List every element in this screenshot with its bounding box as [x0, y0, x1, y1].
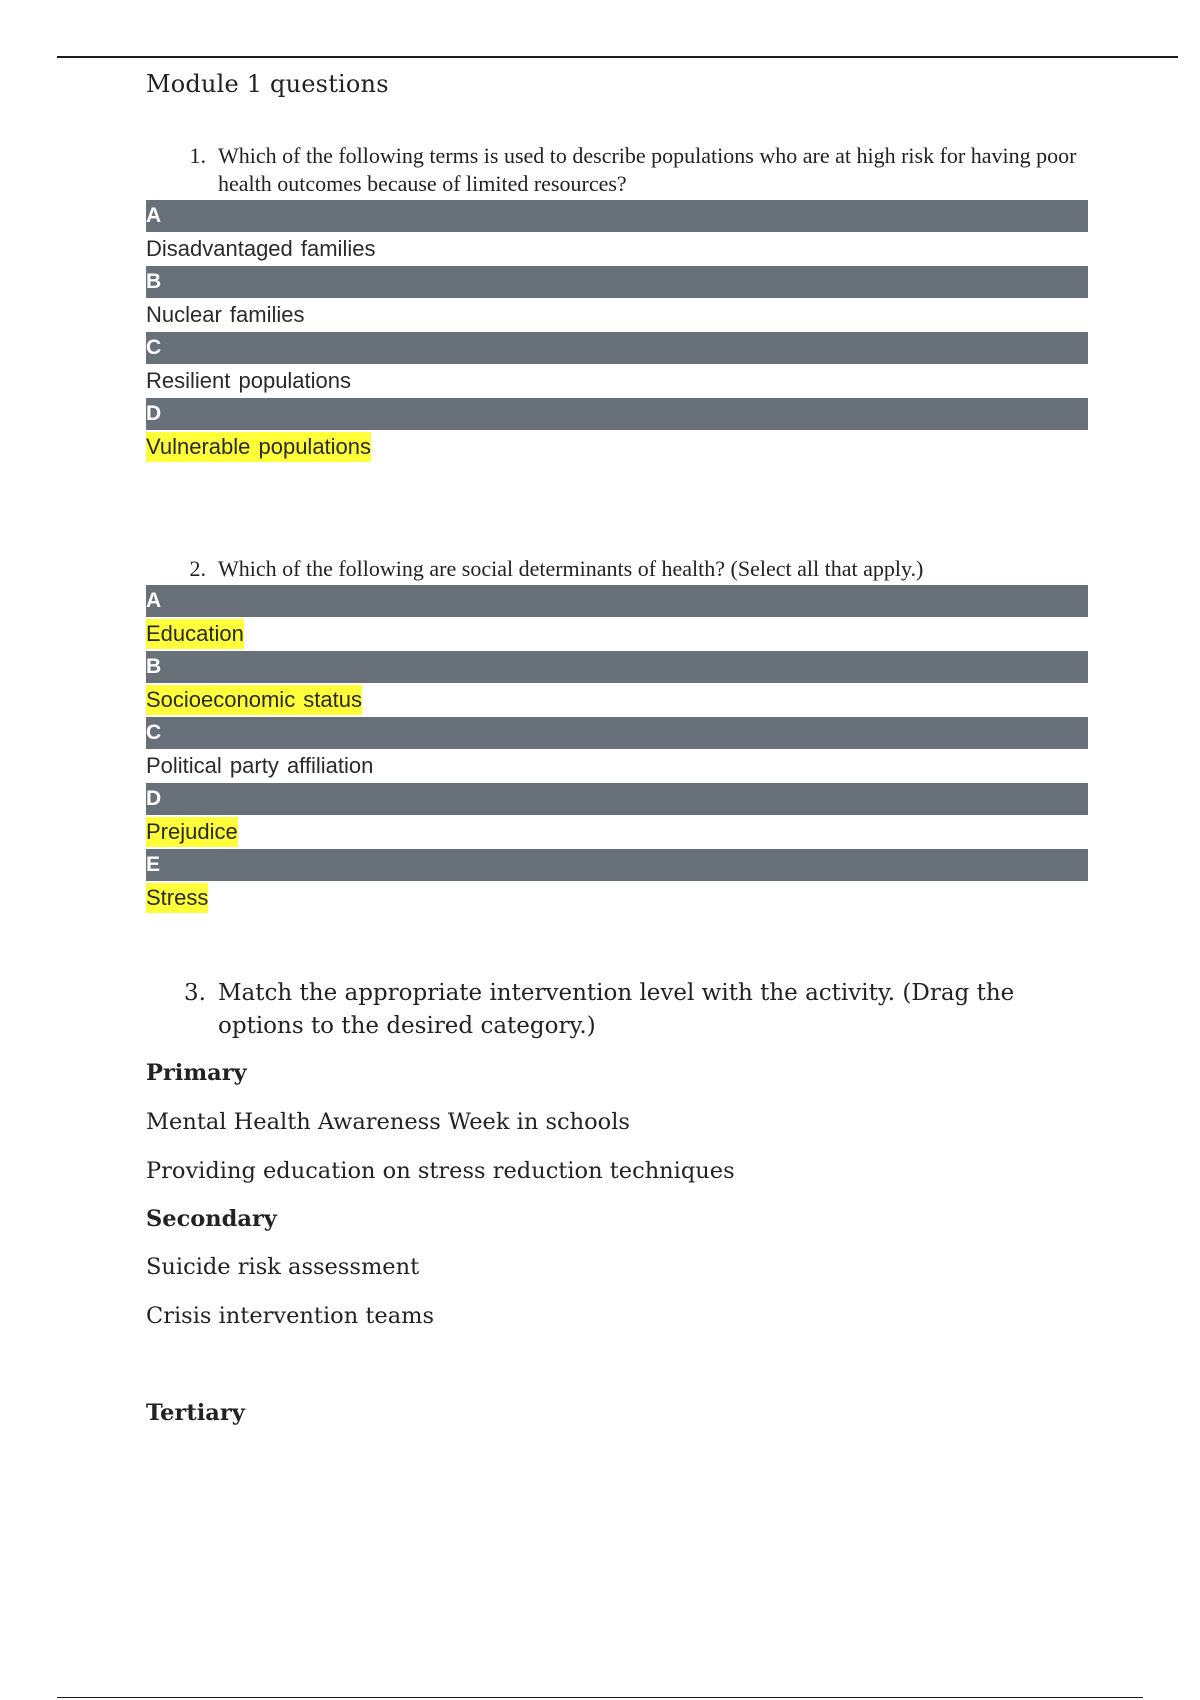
category-primary[interactable]: Primary — [146, 1060, 247, 1086]
question-text: Which of the following are social determinants of health? (Select all that apply.) — [218, 556, 924, 581]
option-b[interactable] — [146, 651, 1088, 717]
category-tertiary[interactable]: Tertiary — [146, 1400, 245, 1426]
activity-item[interactable]: Mental Health Awareness Week in schools — [146, 1109, 630, 1135]
option-text-highlighted: Vulnerable populations — [146, 432, 371, 462]
option-letter: E — [146, 849, 1088, 881]
header-rule — [57, 56, 1178, 58]
option-text-highlighted: Prejudice — [146, 817, 238, 847]
option-e[interactable] — [146, 849, 1088, 915]
option-text: Disadvantaged families — [146, 236, 376, 261]
option-letter: C — [146, 332, 1088, 364]
category-secondary[interactable]: Secondary — [146, 1206, 277, 1232]
page-title: Module 1 questions — [146, 70, 389, 98]
option-letter: D — [146, 783, 1088, 815]
option-c[interactable] — [146, 332, 1088, 398]
option-text-highlighted: Stress — [146, 883, 208, 913]
footer-rule — [57, 1697, 1143, 1698]
question-text: Which of the following terms is used to describe populations who are at high risk for having poor health outcomes because of limited resources? — [218, 143, 1077, 196]
activity-item[interactable]: Crisis intervention teams — [146, 1303, 435, 1329]
question-2-options — [146, 585, 1088, 915]
question-1-options — [146, 200, 1088, 464]
option-text-highlighted: Education — [146, 619, 244, 649]
option-b[interactable] — [146, 266, 1088, 332]
option-letter: A — [146, 200, 1088, 232]
option-letter: A — [146, 585, 1088, 617]
option-letter: B — [146, 266, 1088, 298]
question-number: 2. — [189, 556, 206, 581]
question-2 — [146, 555, 1086, 583]
question-1 — [146, 142, 1086, 198]
question-number: 1. — [189, 143, 206, 168]
option-text: Political party affiliation — [146, 753, 374, 778]
option-text-highlighted: Socioeconomic status — [146, 685, 362, 715]
activity-item[interactable]: Suicide risk assessment — [146, 1254, 420, 1280]
question-text: Match the appropriate intervention level with the activity. (Drag the options to the desired category.) — [218, 980, 1015, 1039]
option-letter: B — [146, 651, 1088, 683]
option-a[interactable] — [146, 585, 1088, 651]
activity-item[interactable]: Providing education on stress reduction techniques — [146, 1158, 735, 1184]
option-c[interactable] — [146, 717, 1088, 783]
option-letter: D — [146, 398, 1088, 430]
option-text: Resilient populations — [146, 368, 352, 393]
question-number: 3. — [184, 980, 206, 1006]
option-text: Nuclear families — [146, 302, 305, 327]
question-3 — [146, 977, 1086, 1043]
option-a[interactable] — [146, 200, 1088, 266]
option-d[interactable] — [146, 783, 1088, 849]
option-letter: C — [146, 717, 1088, 749]
option-d[interactable] — [146, 398, 1088, 464]
